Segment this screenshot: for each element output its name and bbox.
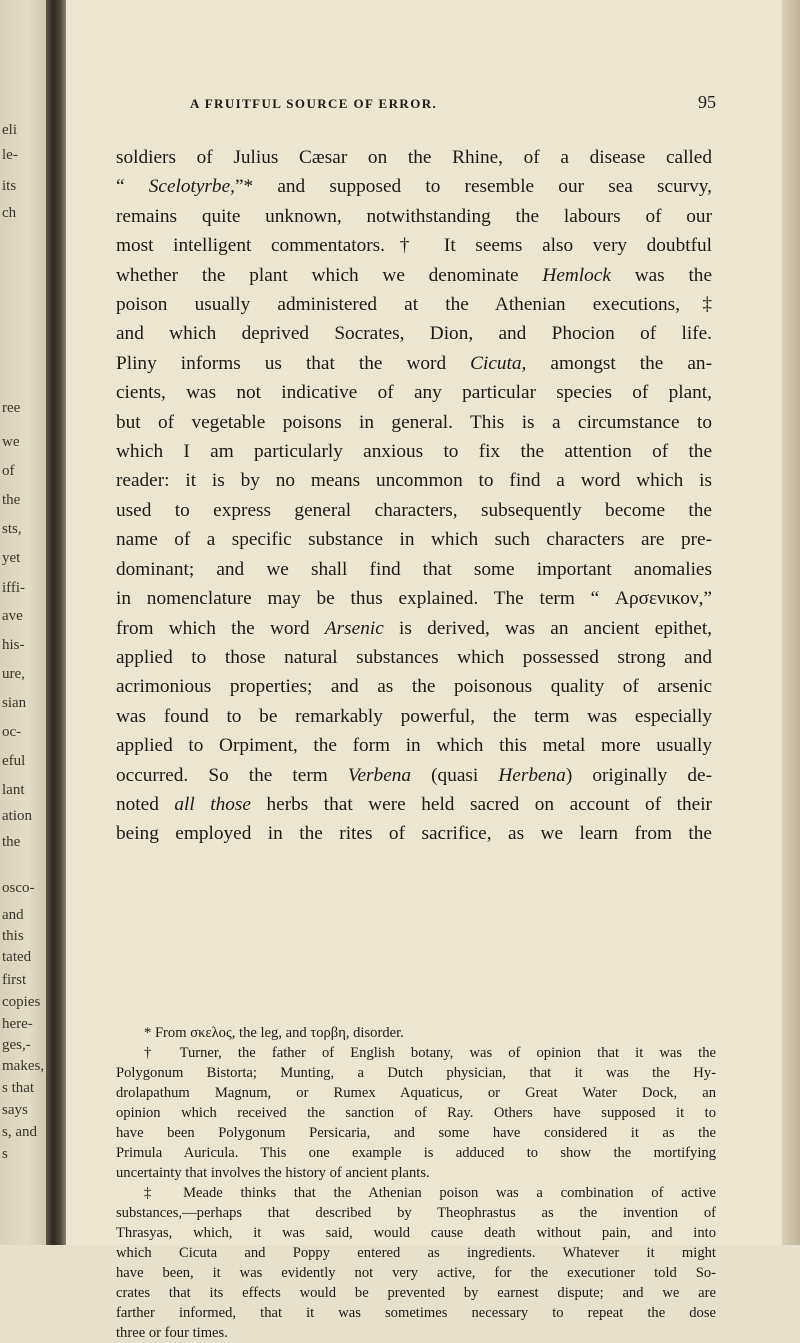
body-line: whether the plant which we denominate Hemlock was the — [116, 264, 713, 286]
footnote-line: have been Polygonum Persicaria, and some have considered it as the — [116, 1125, 716, 1141]
footnote-line: crates that its effects would be prevented by earnest dispute; and we are — [116, 1285, 716, 1301]
footnote-line: drolapathum Magnum, or Rumex Aquaticus, or Great Water Dock, an — [116, 1085, 716, 1101]
facing-page-edge — [0, 0, 46, 1245]
facing-fragment: ree — [2, 400, 21, 416]
page-number: 95 — [698, 92, 716, 112]
body-line: dominant; and we shall find that some important anomalies — [116, 558, 712, 580]
facing-fragment: sts, — [2, 521, 22, 537]
body-line: applied to those natural substances which possessed strong and — [116, 646, 712, 668]
facing-fragment: its — [2, 178, 17, 194]
facing-fragment: s — [2, 1146, 8, 1162]
page-edge-right — [782, 0, 800, 1245]
facing-fragment: here- — [2, 1016, 33, 1032]
footnote-line: Thrasyas, which, it was said, would cause death without pain, and into — [116, 1225, 716, 1241]
footnote-line: ‡ Meade thinks that the Athenian poison was a combination of active — [144, 1185, 716, 1201]
body-line: reader: it is by no means uncommon to find a word which is — [116, 470, 712, 492]
body-line: which I am particularly anxious to fix the attention of the — [116, 441, 712, 463]
facing-fragment: copies — [2, 994, 41, 1010]
body-line: acrimonious properties; and as the poisonous quality of arsenic — [116, 676, 712, 698]
facing-fragment: ation — [2, 808, 32, 824]
footnote-line: † Turner, the father of English botany, was of opinion that it was the — [144, 1045, 716, 1061]
facing-fragment: s, and — [2, 1124, 37, 1140]
footnote-line: have been, it was evidently not very active, for the executioner told So- — [116, 1265, 716, 1281]
facing-fragment: iffi- — [2, 580, 26, 596]
facing-fragment: le- — [2, 147, 18, 163]
facing-fragment: ges,- — [2, 1037, 31, 1053]
facing-fragment: eful — [2, 753, 26, 769]
facing-fragment: the — [2, 834, 21, 850]
facing-fragment: eli — [2, 122, 17, 138]
facing-fragment: yet — [2, 550, 21, 566]
footnote-line: substances,—perhaps that described by Theophrastus as the invention of — [116, 1205, 716, 1221]
footnote-line: opinion which received the sanction of Ray. Others have supposed it to — [116, 1105, 716, 1121]
facing-fragment: this — [2, 928, 24, 944]
page-header — [190, 92, 716, 116]
footnote-line: Primula Auricula. This one example is adduced to show the mortifying — [116, 1145, 716, 1161]
body-line: “ Scelotyrbe,”* and supposed to resemble our sea scurvy, — [116, 176, 712, 198]
body-line: soldiers of Julius Cæsar on the Rhine, of a disease called — [116, 147, 712, 168]
body-line: in nomenclature may be thus explained. The term “ Αρσενικον,” — [116, 588, 712, 610]
facing-fragment: his- — [2, 637, 25, 653]
body-line: most intelligent commentators.† It seems also very doubtful — [116, 235, 712, 257]
footnote-line: uncertainty that involves the history of ancient plants. — [116, 1165, 430, 1181]
body-line: used to express general characters, subsequently become the — [116, 499, 712, 521]
facing-fragment: osco- — [2, 880, 35, 896]
facing-fragment: tated — [2, 949, 32, 965]
facing-fragment: of — [2, 463, 15, 479]
footnotes — [116, 1023, 716, 1343]
body-line: noted all those herbs that were held sacred on account of their — [116, 793, 712, 815]
body-line: Pliny informs us that the word Cicuta, amongst the an- — [116, 352, 712, 374]
facing-fragment: s that — [2, 1080, 35, 1096]
footnote-line: * From σκελος, the leg, and τορβη, disorder. — [144, 1025, 404, 1041]
facing-fragment: and — [2, 907, 24, 923]
body-line: occurred. So the term Verbena (quasi Herbena) originally de- — [116, 764, 712, 786]
footnote-line: three or four times. — [116, 1325, 228, 1341]
body-line: from which the word Arsenic is derived, was an ancient epithet, — [116, 617, 712, 639]
footnote-line: which Cicuta and Poppy entered as ingredients. Whatever it might — [116, 1245, 716, 1261]
facing-fragment: first — [2, 972, 27, 988]
facing-fragment: lant — [2, 782, 25, 798]
facing-fragment: ave — [2, 608, 23, 624]
body-line: cients, was not indicative of any particular species of plant, — [116, 382, 712, 404]
body-line: was found to be remarkably powerful, the term was especially — [116, 705, 712, 727]
facing-fragment: sian — [2, 695, 27, 711]
book-spine-shadow — [46, 0, 66, 1245]
body-text — [116, 143, 712, 849]
body-line: but of vegetable poisons in general. This is a circumstance to — [116, 411, 712, 433]
body-line: being employed in the rites of sacrifice, as we learn from the — [116, 823, 712, 845]
body-line: and which deprived Socrates, Dion, and Phocion of life. — [116, 323, 712, 345]
facing-fragment: makes, — [2, 1058, 45, 1074]
body-line: applied to Orpiment, the form in which this metal more usually — [116, 735, 712, 757]
body-line: remains quite unknown, notwithstanding the labours of our — [116, 205, 712, 227]
facing-fragment: ure, — [2, 666, 25, 682]
facing-fragment: oc- — [2, 724, 22, 740]
body-line: poison usually administered at the Athenian executions,‡ — [116, 294, 712, 316]
facing-fragment: the — [2, 492, 21, 508]
running-head: A FRUITFUL SOURCE OF ERROR. — [190, 96, 438, 111]
footnote-line: Polygonum Bistorta; Munting, a Dutch physician, that it was the Hy- — [116, 1065, 716, 1081]
facing-fragment: ch — [2, 205, 17, 221]
body-line: name of a specific substance in which such characters are pre- — [116, 529, 712, 551]
facing-fragment: we — [2, 434, 20, 450]
facing-fragment: says — [2, 1102, 28, 1118]
footnote-line: farther informed, that it was sometimes necessary to repeat the dose — [116, 1305, 716, 1321]
